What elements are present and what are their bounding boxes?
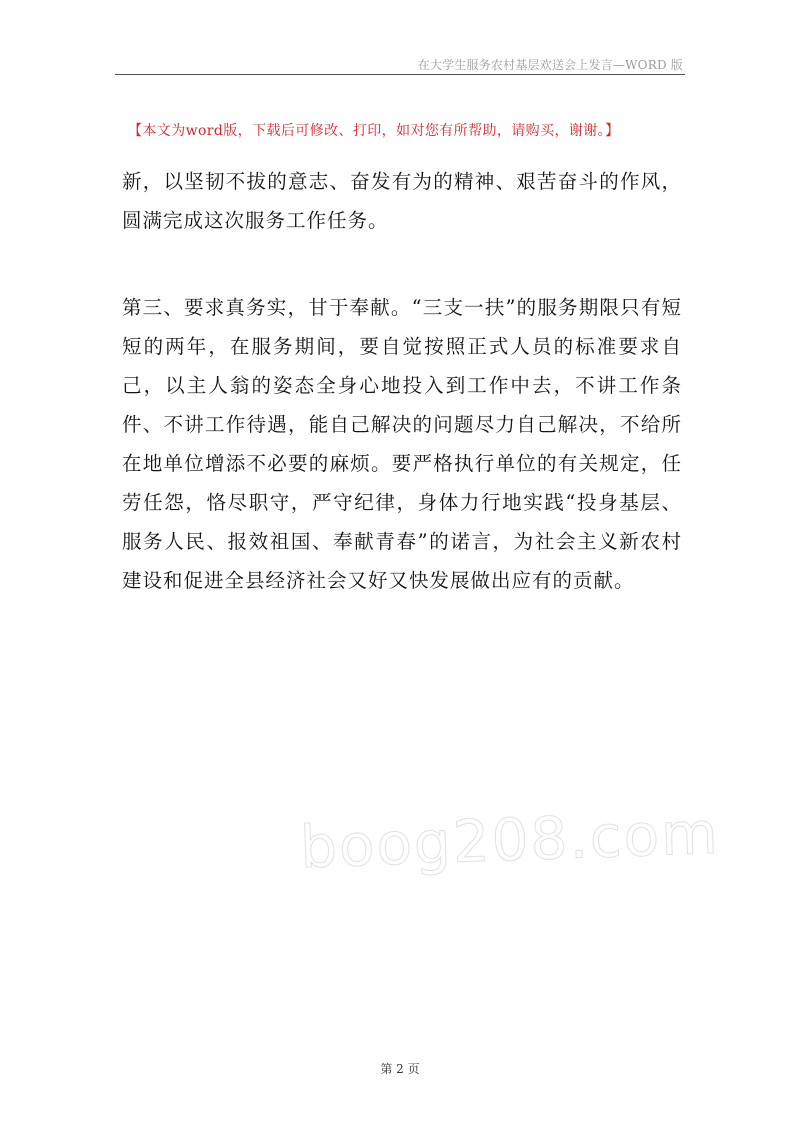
body-paragraph-1: 新，以坚韧不拔的意志、奋发有为的精神、艰苦奋斗的作风，圆满完成这次服务工作任务。 [122,170,682,232]
body-paragraph-2: 第三、要求真务实，甘于奉献。“三支一扶”的服务期限只有短短的两年，在服务期间，要自觉按照正式人员的标准要求自己，以主人翁的姿态全身心地投入到工作中去，不讲工作条件、不讲工作待遇，能自己解决的问题尽力自己解决，不给所在地单位增添不必要的麻烦。要严格执行单位的有关规定，任劳任怨，恪尽职守，严守纪律，身体力行地实践“投身基层、服务人民、报效祖国、奉献青春”的诺言，为社会主义新农村建设和促进全县经济社会又好又快发展做出应有的贡献。 [122,296,682,592]
header-title: 在大学生服务农村基层欢送会上发言—WORD 版 [417,58,683,72]
purchase-notice: 【本文为word版，下载后可修改、打印，如对您有所帮助，请购买，谢谢。】 [128,123,620,139]
page-header [115,54,685,75]
page-number: 第 2 页 [380,1062,420,1076]
watermark: boog208.com [298,798,721,882]
